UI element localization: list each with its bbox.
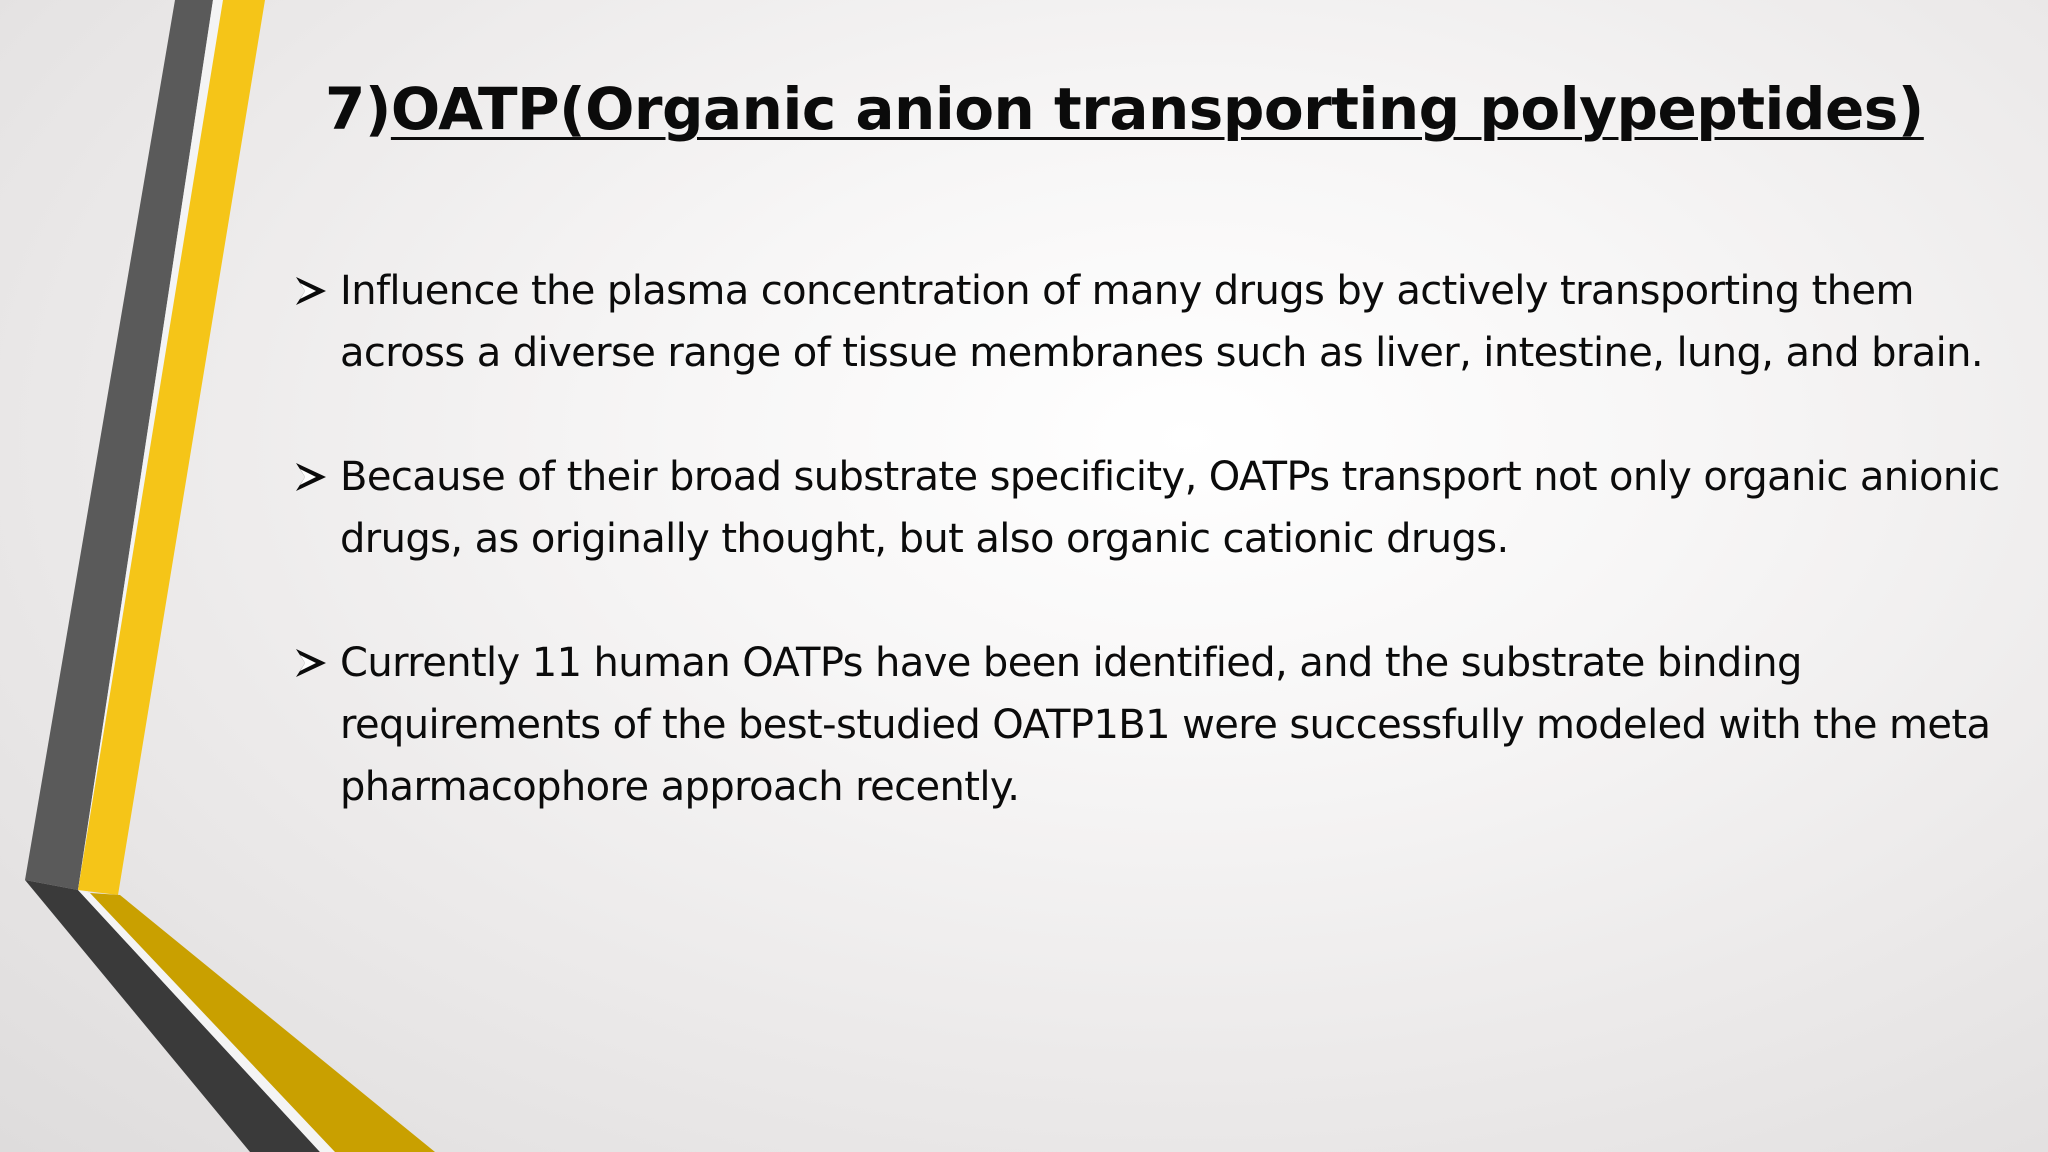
bullet-text: Because of their broad substrate specificity, OATPs transport not only organic anionic drugs, as originally thought, but also organic cationic drugs. [340, 454, 2000, 562]
bullet-item-2 [292, 446, 2012, 570]
dark-gray-diagonal [25, 880, 320, 1152]
bullet-text: Currently 11 human OATPs have been identified, and the substrate binding requirements of the best-studied OATP1B1 were successfully modeled with the meta pharmacophore approach recently. [340, 640, 1991, 810]
title-name: OATP(Organic anion transporting polypeptides) [390, 75, 1924, 143]
bullet-item-1 [292, 260, 2012, 384]
arrow-bullet-icon [294, 274, 328, 308]
arrow-bullet-icon [294, 646, 328, 680]
white-diagonal [78, 890, 335, 1152]
arrow-bullet-icon [294, 460, 328, 494]
title-number: 7) [325, 75, 391, 143]
bullet-item-3 [292, 632, 2012, 818]
bullet-list [292, 260, 2012, 818]
slide-title [325, 66, 1924, 152]
bullet-text: Influence the plasma concentration of many drugs by actively transporting them across a diverse range of tissue membranes such as liver, intestine, lung, and brain. [340, 268, 1984, 376]
